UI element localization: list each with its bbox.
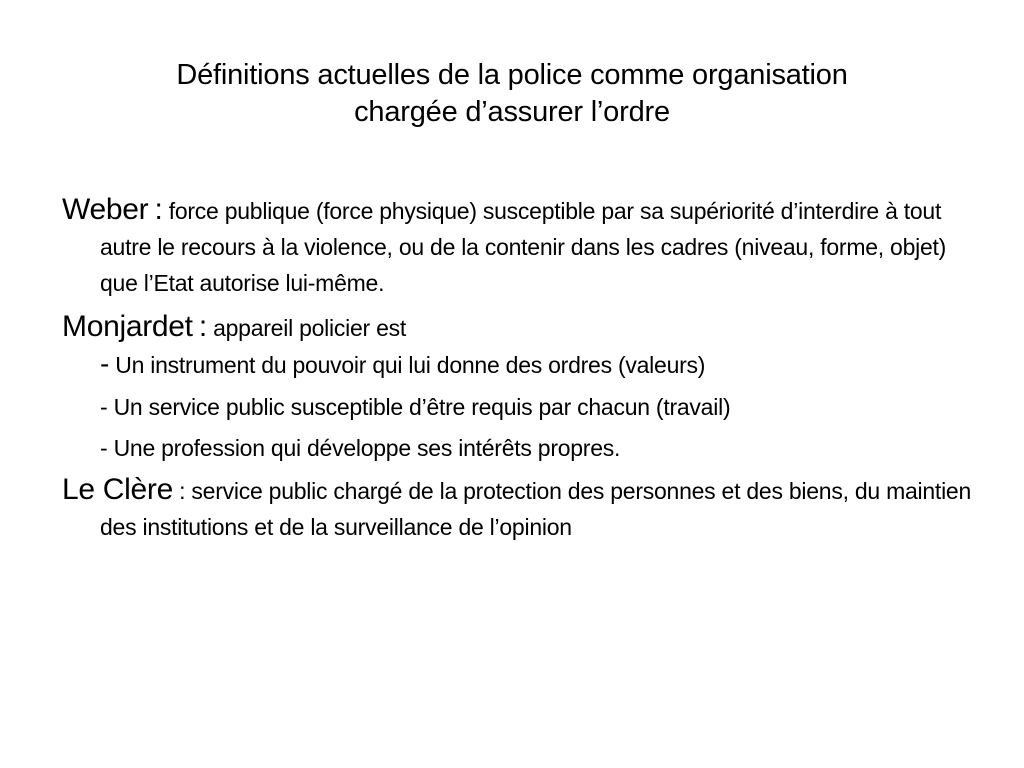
monjardet-item-dash: -: [100, 348, 110, 379]
monjardet-definition: [62, 309, 982, 346]
slide-title-line-2: chargée d’assurer l’ordre: [354, 96, 670, 128]
monjardet-separator: :: [198, 310, 207, 343]
weber-definition: [62, 192, 982, 301]
weber-name: Weber: [62, 193, 149, 226]
monjardet-item: [62, 428, 982, 468]
monjardet-item-dash: -: [100, 394, 108, 420]
weber-text: force publique (force physique) susceptible par sa supériorité d’interdire à tout autre le recours à la violence, ou de la contenir dans les cadres (niveau, forme, objet) que l’Etat autorise lui-même.: [100, 198, 947, 296]
slide-title-line-1: Définitions actuelles de la police comme organisation: [176, 59, 848, 91]
slide-title: [60, 57, 964, 131]
monjardet-name: Monjardet: [62, 310, 193, 343]
monjardet-item: [62, 344, 982, 385]
leclere-name: Le Clère: [62, 473, 173, 506]
monjardet-item-text: Un instrument du pouvoir qui lui donne des ordres (valeurs): [115, 352, 706, 378]
leclere-text: : service public chargé de la protection des personnes et des biens, du maintien des institutions et de la surveillance de l’opinion: [100, 478, 972, 540]
weber-separator: :: [154, 193, 163, 226]
monjardet-item: [62, 387, 982, 427]
monjardet-item-dash: -: [100, 435, 108, 461]
monjardet-item-text: Un service public susceptible d’être requis par chacun (travail): [113, 394, 731, 420]
monjardet-item-text: Une profession qui développe ses intérêts propres.: [113, 435, 621, 461]
monjardet-text: appareil policier est: [213, 315, 407, 341]
leclere-definition: [62, 472, 982, 545]
slide-body: [62, 192, 982, 545]
